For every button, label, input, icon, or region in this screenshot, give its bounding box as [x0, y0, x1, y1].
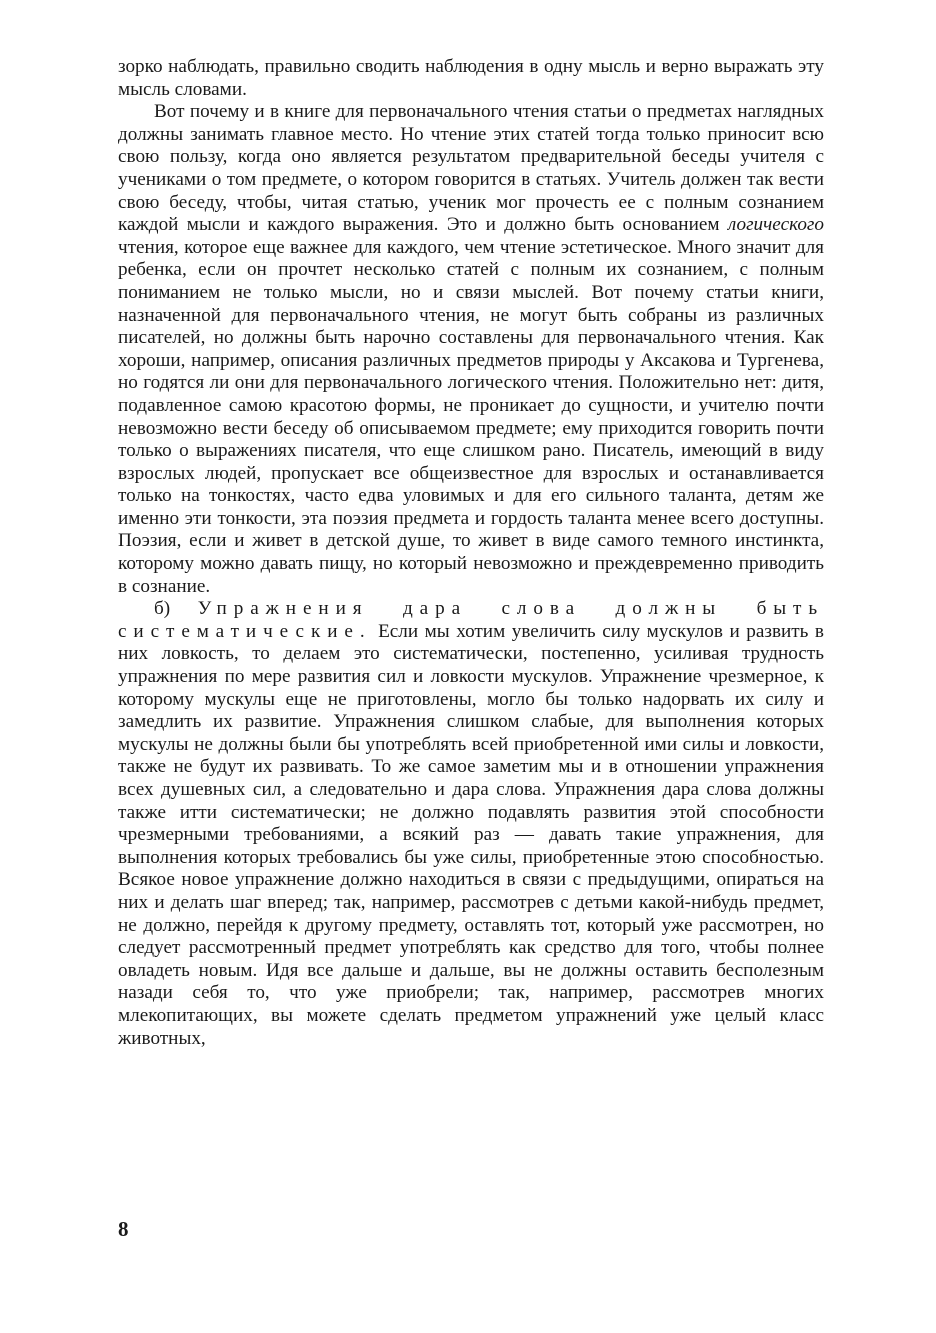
paragraph-systematic-exercises — [118, 598, 824, 1050]
page-number: 8 — [118, 1217, 129, 1241]
paragraph-3-text: Если мы хотим увеличить силу мускулов и развить в них ловкость, то делаем это систематически, постепенно, усиливая трудность упражнения по мере развития сил и ловкости мускулов. Упражнение чрезмерное, к которому мускулы еще не приготовлены, могло бы только надорвать их силу и замедлить их развитие. Упражнения слишком слабые, для выполнения которых мускулы не должны были бы употреблять всей приобретенной ими силы и ловкости, также не будут их развивать. То же самое заметим мы и в отношении упражнения всех душевных сил, а следовательно и дара слова. Упражнения дара слова должны также итти систематически; не должно подавлять развития этой способности чрезмерными требованиями, а всякий раз — давать такие упражнения, для выполнения которых требовались бы уже силы, приобретенные этою способностью. Всякое новое упражнение должно находиться в связи с предыдущими, опираться на них и делать шаг вперед; так, например, рассмотрев с детьми какой-нибудь предмет, не должно, перейдя к другому предмету, оставлять тот, который уже рассмотрен, но следует рассмотренный предмет употреблять как средство для того, чтобы полнее овладеть новым. Идя все дальше и дальше, вы не должны оставить бесполезным назади себя то, что уже приобрели; так, например, рассмотрев многих млекопитающих, вы можете сделать предметом упражнений уже целый класс животных, — [118, 620, 824, 1049]
section-marker: б) — [154, 598, 171, 620]
paragraph-continuation — [118, 56, 824, 101]
paragraph-1-text: зорко наблюдать, правильно сводить наблюдения в одну мысль и верно выражать эту мысль словами. — [118, 56, 824, 100]
paragraph-2-text-b: чтения, которое еще важнее для каждого, чем чтение эстетическое. Много значит для ребенка, если он прочтет несколько статей с полным их сознанием, с полным пониманием не только мысли, но и связи мыслей. Вот почему статьи книги, назначенной для первоначального чтения, не могут быть собраны из различных писателей, но должны быть нарочно составлены для первоначального чтения. Как хороши, например, описания различных предметов природы у Аксакова и Тургенева, но годятся ли они для первоначального логического чтения. Положительно нет: дитя, подавленное самою красотою формы, не проникает до сущности, и учителю почти невозможно вести беседу об описываемом предмете; ему приходится говорить почти только о выражениях писателя, что еще слишком рано. Писатель, имеющий в виду взрослых людей, пропускает все общеизвестное для взрослых и останавливается только на тонкостях, часто едва уловимых и для его сильного таланта, детям же именно эти тонкости, эта поэзия предмета и гордость таланта менее всего доступны. Поэзия, если и живет в детской душе, то живет в виде самого темного инстинкта, которому можно давать пищу, но который невозможно и преждевременно приводить в сознание. — [118, 236, 824, 597]
paragraph-reading-articles — [118, 101, 824, 598]
italic-term-logical: логического — [727, 214, 824, 236]
paragraph-2-text-a: Вот почему и в книге для первоначального чтения статьи о предметах наглядных должны занимать главное место. Но чтение этих статей тогда только приносит всю свою пользу, когда оно является результатом предварительной беседы учителя с учениками о том предмете, о котором говорится в статьях. Учитель должен так вести свою беседу, чтобы, читая статью, ученик мог прочесть ее с полным сознанием каждой мысли и каждого выражения. Это и должно быть основанием — [118, 101, 824, 236]
page-text-block — [118, 56, 824, 1050]
spaced-heading: Упражнения дара слова должны быть систематические. — [118, 598, 825, 642]
